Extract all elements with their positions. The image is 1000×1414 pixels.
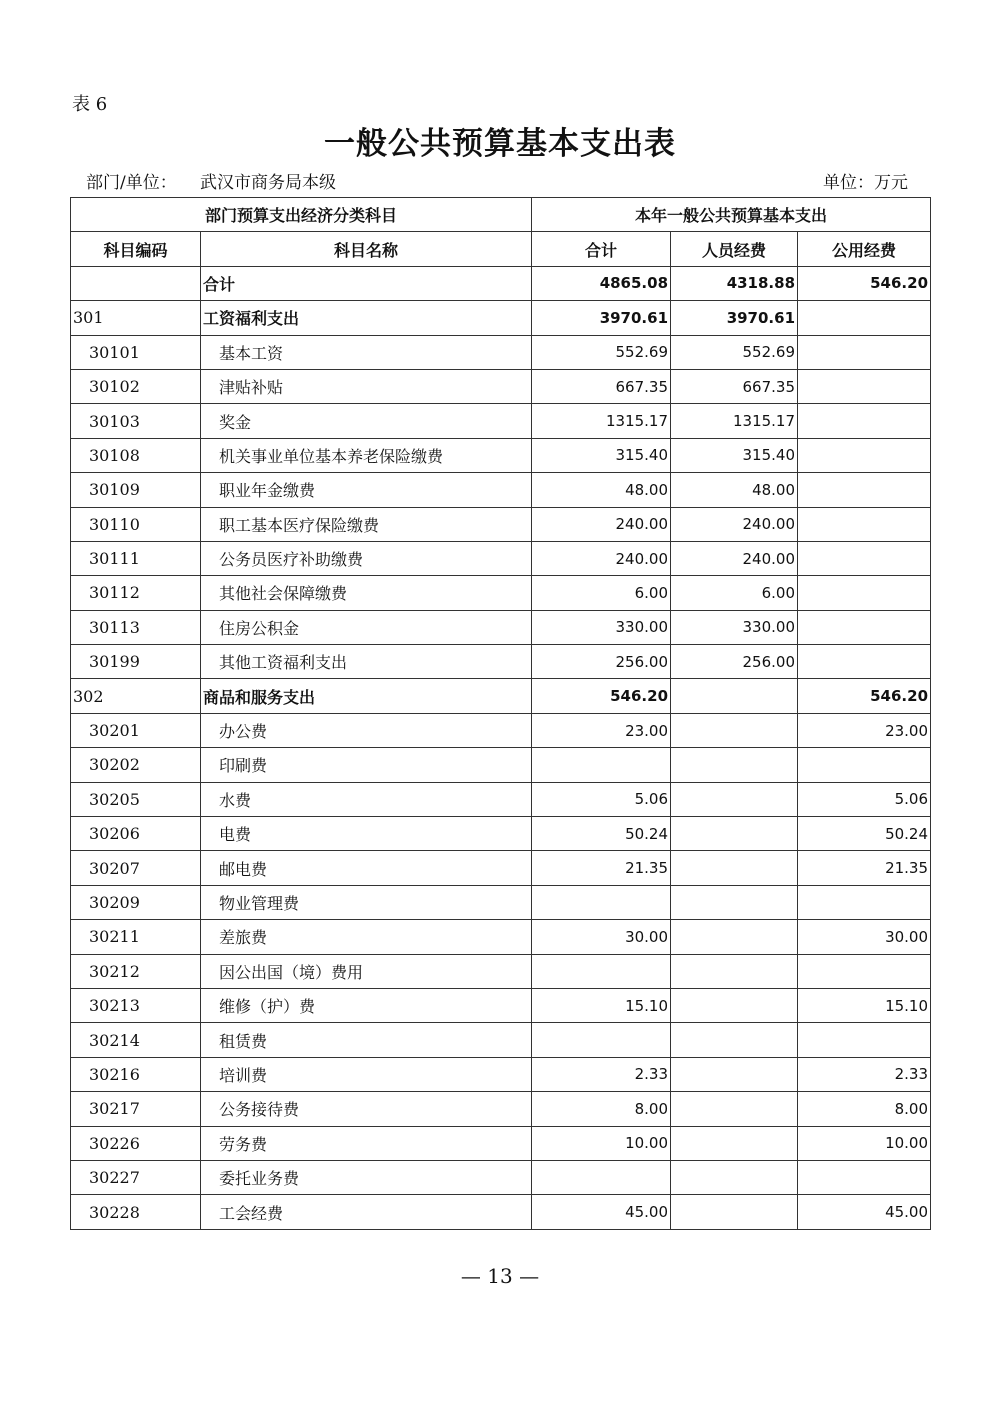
cell-name: 工资福利支出	[201, 301, 532, 335]
cell-code: 30217	[71, 1092, 201, 1126]
cell-personnel	[671, 988, 798, 1022]
cell-code: 30209	[71, 885, 201, 919]
cell-total: 30.00	[532, 920, 671, 954]
header-public: 公用经费	[798, 232, 931, 266]
cell-total: 552.69	[532, 335, 671, 369]
cell-total: 45.00	[532, 1195, 671, 1229]
cell-personnel	[671, 817, 798, 851]
cell-code: 30213	[71, 988, 201, 1022]
cell-code: 30111	[71, 541, 201, 575]
cell-personnel	[671, 1057, 798, 1091]
cell-personnel: 240.00	[671, 541, 798, 575]
cell-personnel: 552.69	[671, 335, 798, 369]
cell-public	[798, 748, 931, 782]
cell-personnel	[671, 1023, 798, 1057]
cell-personnel	[671, 954, 798, 988]
header-code: 科目编码	[71, 232, 201, 266]
cell-public: 546.20	[798, 266, 931, 300]
cell-public: 546.20	[798, 679, 931, 713]
cell-public: 8.00	[798, 1092, 931, 1126]
cell-total	[532, 885, 671, 919]
cell-code: 301	[71, 301, 201, 335]
table-row	[71, 748, 931, 782]
cell-public	[798, 404, 931, 438]
table-row	[71, 782, 931, 816]
table-row	[71, 988, 931, 1022]
table-row	[71, 1195, 931, 1229]
cell-public	[798, 885, 931, 919]
header-economic-classification: 部门预算支出经济分类科目	[71, 198, 532, 232]
cell-code: 30108	[71, 438, 201, 472]
cell-public	[798, 576, 931, 610]
cell-code: 302	[71, 679, 201, 713]
table-row	[71, 1126, 931, 1160]
cell-total: 50.24	[532, 817, 671, 851]
cell-name: 物业管理费	[201, 885, 532, 919]
cell-code: 30205	[71, 782, 201, 816]
budget-table	[70, 197, 931, 1230]
cell-name: 维修（护）费	[201, 988, 532, 1022]
cell-personnel: 330.00	[671, 610, 798, 644]
table-row	[71, 404, 931, 438]
cell-code: 30109	[71, 473, 201, 507]
cell-personnel	[671, 713, 798, 747]
cell-name: 租赁费	[201, 1023, 532, 1057]
cell-personnel	[671, 679, 798, 713]
cell-code: 30206	[71, 817, 201, 851]
cell-code: 30216	[71, 1057, 201, 1091]
table-row	[71, 438, 931, 472]
cell-public	[798, 541, 931, 575]
table-row	[71, 576, 931, 610]
header-column-row	[71, 232, 931, 266]
table-row	[71, 851, 931, 885]
department-label: 部门/单位：	[86, 173, 177, 193]
cell-name: 委托业务费	[201, 1160, 532, 1194]
cell-total	[532, 954, 671, 988]
cell-public	[798, 507, 931, 541]
cell-total: 3970.61	[532, 301, 671, 335]
cell-total	[532, 1023, 671, 1057]
cell-personnel: 256.00	[671, 645, 798, 679]
cell-public: 2.33	[798, 1057, 931, 1091]
cell-name: 职业年金缴费	[201, 473, 532, 507]
cell-name: 住房公积金	[201, 610, 532, 644]
cell-personnel: 1315.17	[671, 404, 798, 438]
cell-public	[798, 645, 931, 679]
cell-public: 10.00	[798, 1126, 931, 1160]
cell-name: 奖金	[201, 404, 532, 438]
cell-name: 职工基本医疗保险缴费	[201, 507, 532, 541]
header-basic-expenditure: 本年一般公共预算基本支出	[532, 198, 931, 232]
cell-name: 劳务费	[201, 1126, 532, 1160]
cell-public	[798, 369, 931, 403]
cell-total: 48.00	[532, 473, 671, 507]
cell-personnel: 48.00	[671, 473, 798, 507]
cell-public: 5.06	[798, 782, 931, 816]
table-row	[71, 954, 931, 988]
table-row	[71, 1092, 931, 1126]
table-row	[71, 1057, 931, 1091]
table-row	[71, 1023, 931, 1057]
cell-total: 10.00	[532, 1126, 671, 1160]
cell-code: 30199	[71, 645, 201, 679]
cell-personnel	[671, 1160, 798, 1194]
cell-total: 330.00	[532, 610, 671, 644]
cell-code: 30202	[71, 748, 201, 782]
cell-public	[798, 335, 931, 369]
cell-public: 45.00	[798, 1195, 931, 1229]
cell-name: 邮电费	[201, 851, 532, 885]
table-row	[71, 645, 931, 679]
cell-name: 差旅费	[201, 920, 532, 954]
cell-total: 546.20	[532, 679, 671, 713]
table-row	[71, 541, 931, 575]
cell-code: 30228	[71, 1195, 201, 1229]
cell-code: 30110	[71, 507, 201, 541]
header-total: 合计	[532, 232, 671, 266]
cell-total	[532, 1160, 671, 1194]
cell-total: 6.00	[532, 576, 671, 610]
cell-public	[798, 1023, 931, 1057]
cell-name: 公务员医疗补助缴费	[201, 541, 532, 575]
cell-personnel: 3970.61	[671, 301, 798, 335]
cell-total: 4865.08	[532, 266, 671, 300]
cell-name: 电费	[201, 817, 532, 851]
table-row	[71, 507, 931, 541]
cell-public	[798, 610, 931, 644]
cell-total: 667.35	[532, 369, 671, 403]
cell-personnel: 315.40	[671, 438, 798, 472]
table-row	[71, 679, 931, 713]
cell-name: 工会经费	[201, 1195, 532, 1229]
cell-personnel: 4318.88	[671, 266, 798, 300]
cell-total: 15.10	[532, 988, 671, 1022]
cell-total: 240.00	[532, 541, 671, 575]
cell-name: 印刷费	[201, 748, 532, 782]
cell-total: 315.40	[532, 438, 671, 472]
table-row	[71, 713, 931, 747]
cell-total	[532, 748, 671, 782]
cell-public	[798, 954, 931, 988]
cell-public	[798, 1160, 931, 1194]
department-value: 武汉市商务局本级	[200, 173, 336, 193]
cell-personnel	[671, 1092, 798, 1126]
cell-code: 30113	[71, 610, 201, 644]
cell-personnel	[671, 1195, 798, 1229]
cell-personnel	[671, 1126, 798, 1160]
cell-code: 30102	[71, 369, 201, 403]
cell-name: 机关事业单位基本养老保险缴费	[201, 438, 532, 472]
cell-name: 基本工资	[201, 335, 532, 369]
cell-code: 30214	[71, 1023, 201, 1057]
cell-public: 30.00	[798, 920, 931, 954]
cell-personnel	[671, 748, 798, 782]
table-row	[71, 335, 931, 369]
cell-name: 水费	[201, 782, 532, 816]
cell-total: 1315.17	[532, 404, 671, 438]
cell-total: 240.00	[532, 507, 671, 541]
cell-personnel: 6.00	[671, 576, 798, 610]
unit-label: 单位：万元	[823, 173, 908, 193]
cell-name: 因公出国（境）费用	[201, 954, 532, 988]
cell-total: 8.00	[532, 1092, 671, 1126]
table-body	[71, 266, 931, 1229]
cell-public: 21.35	[798, 851, 931, 885]
table-row	[71, 473, 931, 507]
header-name: 科目名称	[201, 232, 532, 266]
cell-code: 30112	[71, 576, 201, 610]
cell-name: 其他工资福利支出	[201, 645, 532, 679]
table-row	[71, 610, 931, 644]
cell-total: 256.00	[532, 645, 671, 679]
cell-public: 50.24	[798, 817, 931, 851]
cell-code: 30101	[71, 335, 201, 369]
cell-public	[798, 473, 931, 507]
header-group-row	[71, 198, 931, 232]
table-row	[71, 885, 931, 919]
cell-public	[798, 438, 931, 472]
cell-total: 23.00	[532, 713, 671, 747]
cell-personnel	[671, 851, 798, 885]
header-personnel: 人员经费	[671, 232, 798, 266]
cell-name: 培训费	[201, 1057, 532, 1091]
cell-personnel	[671, 782, 798, 816]
cell-personnel: 667.35	[671, 369, 798, 403]
cell-code: 30211	[71, 920, 201, 954]
cell-personnel: 240.00	[671, 507, 798, 541]
cell-name: 公务接待费	[201, 1092, 532, 1126]
page-number: — 13 —	[460, 1264, 540, 1288]
table-row	[71, 1160, 931, 1194]
cell-total: 2.33	[532, 1057, 671, 1091]
cell-name: 津贴补贴	[201, 369, 532, 403]
cell-code: 30227	[71, 1160, 201, 1194]
cell-name: 商品和服务支出	[201, 679, 532, 713]
cell-personnel	[671, 885, 798, 919]
cell-code: 30212	[71, 954, 201, 988]
cell-code: 30103	[71, 404, 201, 438]
cell-public: 15.10	[798, 988, 931, 1022]
cell-public	[798, 301, 931, 335]
table-row	[71, 301, 931, 335]
cell-personnel	[671, 920, 798, 954]
cell-public: 23.00	[798, 713, 931, 747]
cell-total: 21.35	[532, 851, 671, 885]
page-title: 一般公共预算基本支出表	[324, 126, 676, 162]
cell-total: 5.06	[532, 782, 671, 816]
table-row	[71, 817, 931, 851]
cell-name: 合计	[201, 266, 532, 300]
cell-name: 办公费	[201, 713, 532, 747]
cell-code: 30226	[71, 1126, 201, 1160]
cell-name: 其他社会保障缴费	[201, 576, 532, 610]
table-row	[71, 369, 931, 403]
cell-code	[71, 266, 201, 300]
table-row	[71, 266, 931, 300]
table-number: 表 6	[72, 94, 108, 115]
cell-code: 30207	[71, 851, 201, 885]
table-row	[71, 920, 931, 954]
cell-code: 30201	[71, 713, 201, 747]
